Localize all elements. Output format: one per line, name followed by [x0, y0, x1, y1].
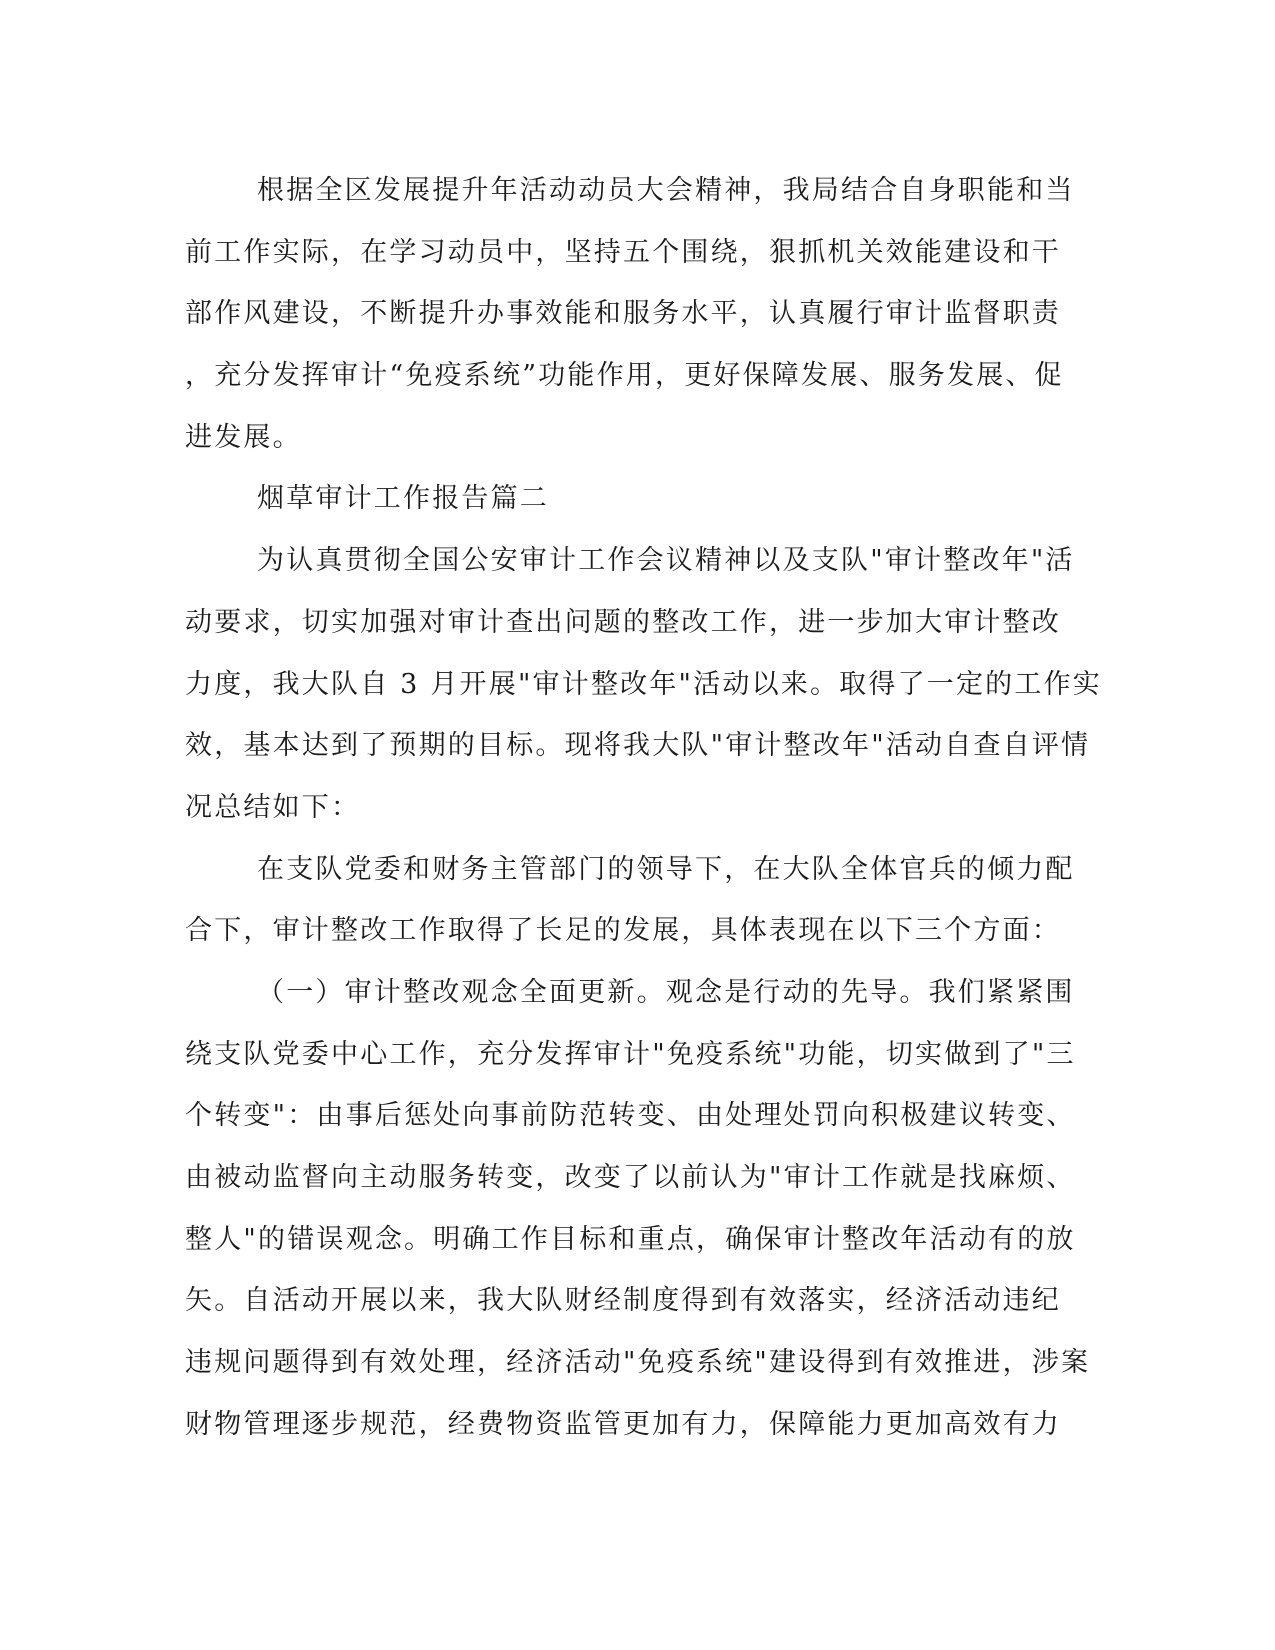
- paragraph-line: ，充分发挥审计“免疫系统”功能作用，更好保障发展、服务发展、促: [185, 360, 1064, 392]
- paragraph-line: 矢。自活动开展以来，我大队财经制度得到有效落实，经济活动违纪: [185, 1285, 1061, 1317]
- paragraph-line: 在支队党委和财务主管部门的领导下，在大队全体官兵的倾力配: [257, 853, 1075, 885]
- paragraph-line: 整人"的错误观念。明确工作目标和重点，确保审计整改年活动有的放: [185, 1223, 1076, 1255]
- paragraph-line: 根据全区发展提升年活动动员大会精神，我局结合自身职能和当: [257, 175, 1075, 206]
- paragraph-line: 由被动监督向主动服务转变，改变了以前认为"审计工作就是找麻烦、: [185, 1162, 1076, 1193]
- paragraph-line: 力度，我大队自 3 月开展"审计整改年"活动以来。取得了一定的工作实: [185, 668, 1102, 700]
- paragraph-line: 个转变"：由事后惩处向事前防范转变、由处理处罚向积极建议转变、: [185, 1100, 1076, 1132]
- paragraph-line: 违规问题得到有效处理，经济活动"免疫系统"建设得到有效推进，涉案: [185, 1347, 1091, 1379]
- paragraph-line: 为认真贯彻全国公安审计工作会议精神以及支队"审计整改年"活: [257, 545, 1075, 577]
- paragraph-line: 绕支队党委中心工作，充分发挥审计"免疫系统"功能，切实做到了"三: [185, 1038, 1076, 1070]
- paragraph-line: 进发展。: [185, 421, 302, 453]
- paragraph-line: 前工作实际，在学习动员中，坚持五个围绕，狠抓机关效能建设和干: [185, 236, 1061, 268]
- section-heading: 烟草审计工作报告篇二: [257, 483, 549, 515]
- paragraph-line: 效，基本达到了预期的目标。现将我大队"审计整改年"活动自查自评情: [185, 730, 1091, 762]
- paragraph-line: 况总结如下：: [185, 791, 361, 823]
- paragraph-line: 财物管理逐步规范，经费物资监管更加有力，保障能力更加高效有力: [185, 1408, 1061, 1440]
- paragraph-line: （一）审计整改观念全面更新。观念是行动的先导。我们紧紧围: [257, 976, 1075, 1008]
- paragraph-line: 合下，审计整改工作取得了长足的发展，具体表现在以下三个方面：: [185, 915, 1061, 947]
- paragraph-line: 部作风建设，不断提升办事效能和服务水平，认真履行审计监督职责: [185, 298, 1061, 330]
- document-body: [185, 160, 1102, 1455]
- paragraph-line: 动要求，切实加强对审计查出问题的整改工作，进一步加大审计整改: [185, 606, 1061, 638]
